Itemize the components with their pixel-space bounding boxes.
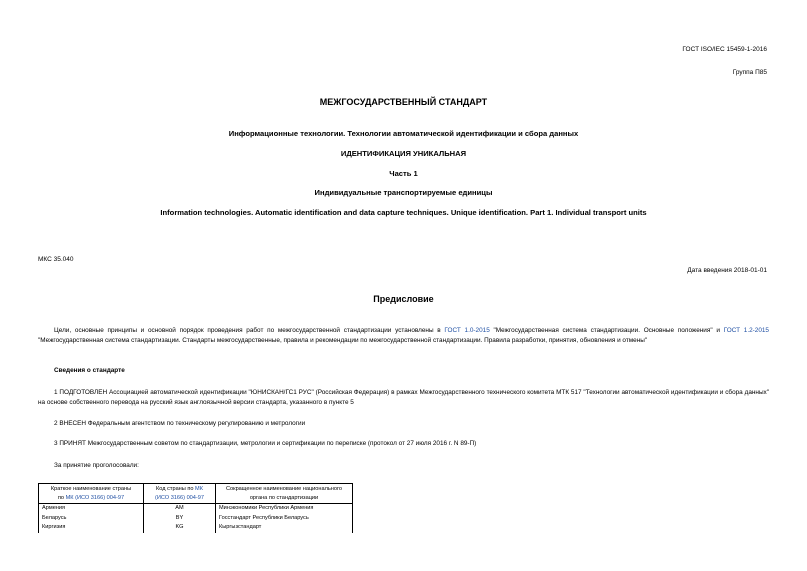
table-row (39, 523, 353, 533)
header-code-text: Код страны по (156, 486, 196, 492)
adopted-by-paragraph: 3 ПРИНЯТ Межгосударственным советом по стандартизации, метрологии и сертификации по переписке (протокол от 27 июля 2016 г. N 89-П) (54, 440, 477, 447)
gost-1-2-link[interactable]: ГОСТ 1.2-2015 (723, 327, 769, 334)
org-cell: Госстандарт Республики Беларусь (216, 514, 353, 524)
foreword-heading: Предисловие (373, 294, 434, 304)
country-cell: Киргизия (39, 523, 144, 533)
standard-type-heading: МЕЖГОСУДАРСТВЕННЫЙ СТАНДАРТ (319, 97, 488, 107)
document-group: Группа П85 (732, 69, 767, 76)
header-body-text-2: органа по стандартизации (249, 494, 319, 501)
standard-info-heading: Сведения о стандарте (54, 367, 125, 374)
mk-link[interactable]: МК (195, 486, 203, 492)
english-title: Information technologies. Automatic identification and data capture techniques. Unique identification. Part 1. Individual transport units (160, 208, 647, 217)
prepared-by-paragraph: 1 ПОДГОТОВЛЕН Ассоциацией автоматической идентификации "ЮНИСКАН/ГС1 РУС" (Российская Федерация) в рамках Межгосударственного технического комитета МТК 517 "Технологии автоматической идентификации и сбора данных" на основе собственного перевода на русский язык англоязычной версии стандарта, указанного в пункте 5 (38, 389, 769, 406)
code-cell: BY (144, 514, 216, 524)
document-code: ГОСТ ISO/IEC 15459-1-2016 (682, 46, 767, 53)
intro-text-3: "Межгосударственная система стандартизации. Стандарты межгосударственные, правила и рекомендации по межгосударственной стандартизации. Правила разработки, принятия, обновления и отмены" (38, 337, 648, 344)
intro-text-2: "Межгосударственная система стандартизации. Основные положения" и (489, 327, 724, 334)
header-body-text-1: Сокращенное наименование национального (225, 486, 343, 492)
submitted-by-paragraph: 2 ВНЕСЕН Федеральным агентством по техническому регулированию и метрологии (54, 420, 306, 427)
header-country-text: Краткое наименование страны (50, 486, 132, 492)
mks-code: МКС 35.040 (38, 256, 74, 263)
org-cell: Кыргызстандарт (216, 523, 353, 533)
gost-1-0-link[interactable]: ГОСТ 1.0-2015 (444, 327, 490, 334)
header-national-body (216, 484, 353, 504)
voting-countries-table (38, 483, 353, 533)
table-header-row (39, 484, 353, 504)
foreword-intro-paragraph (38, 326, 769, 346)
part-number: Часть 1 (389, 169, 418, 178)
table-row (39, 514, 353, 524)
mk-iso-3166-link[interactable]: МК (ИСО 3166) 004-97 (65, 494, 125, 501)
part-name: Индивидуальные транспортируемые единицы (314, 188, 493, 197)
code-cell: AM (144, 504, 216, 514)
country-cell: Армения (39, 504, 144, 514)
header-country-code (144, 484, 216, 504)
effective-date: Дата введения 2018-01-01 (687, 267, 767, 274)
country-cell: Беларусь (39, 514, 144, 524)
intro-text-1: Цели, основные принципы и основной порядок проведения работ по межгосударственной стандартизации установлены в (54, 327, 445, 334)
voted-label: За принятие проголосовали: (54, 462, 139, 469)
org-cell: Минэкономики Республики Армения (216, 504, 353, 514)
header-country-prefix: по (57, 494, 66, 501)
table-row (39, 504, 353, 514)
header-country (39, 484, 144, 504)
subject-title: Информационные технологии. Технологии автоматической идентификации и сбора данных (228, 129, 579, 138)
code-cell: KG (144, 523, 216, 533)
part-series-title: ИДЕНТИФИКАЦИЯ УНИКАЛЬНАЯ (340, 149, 467, 158)
iso-3166-link[interactable]: (ИСО 3166) 004-97 (155, 494, 204, 501)
